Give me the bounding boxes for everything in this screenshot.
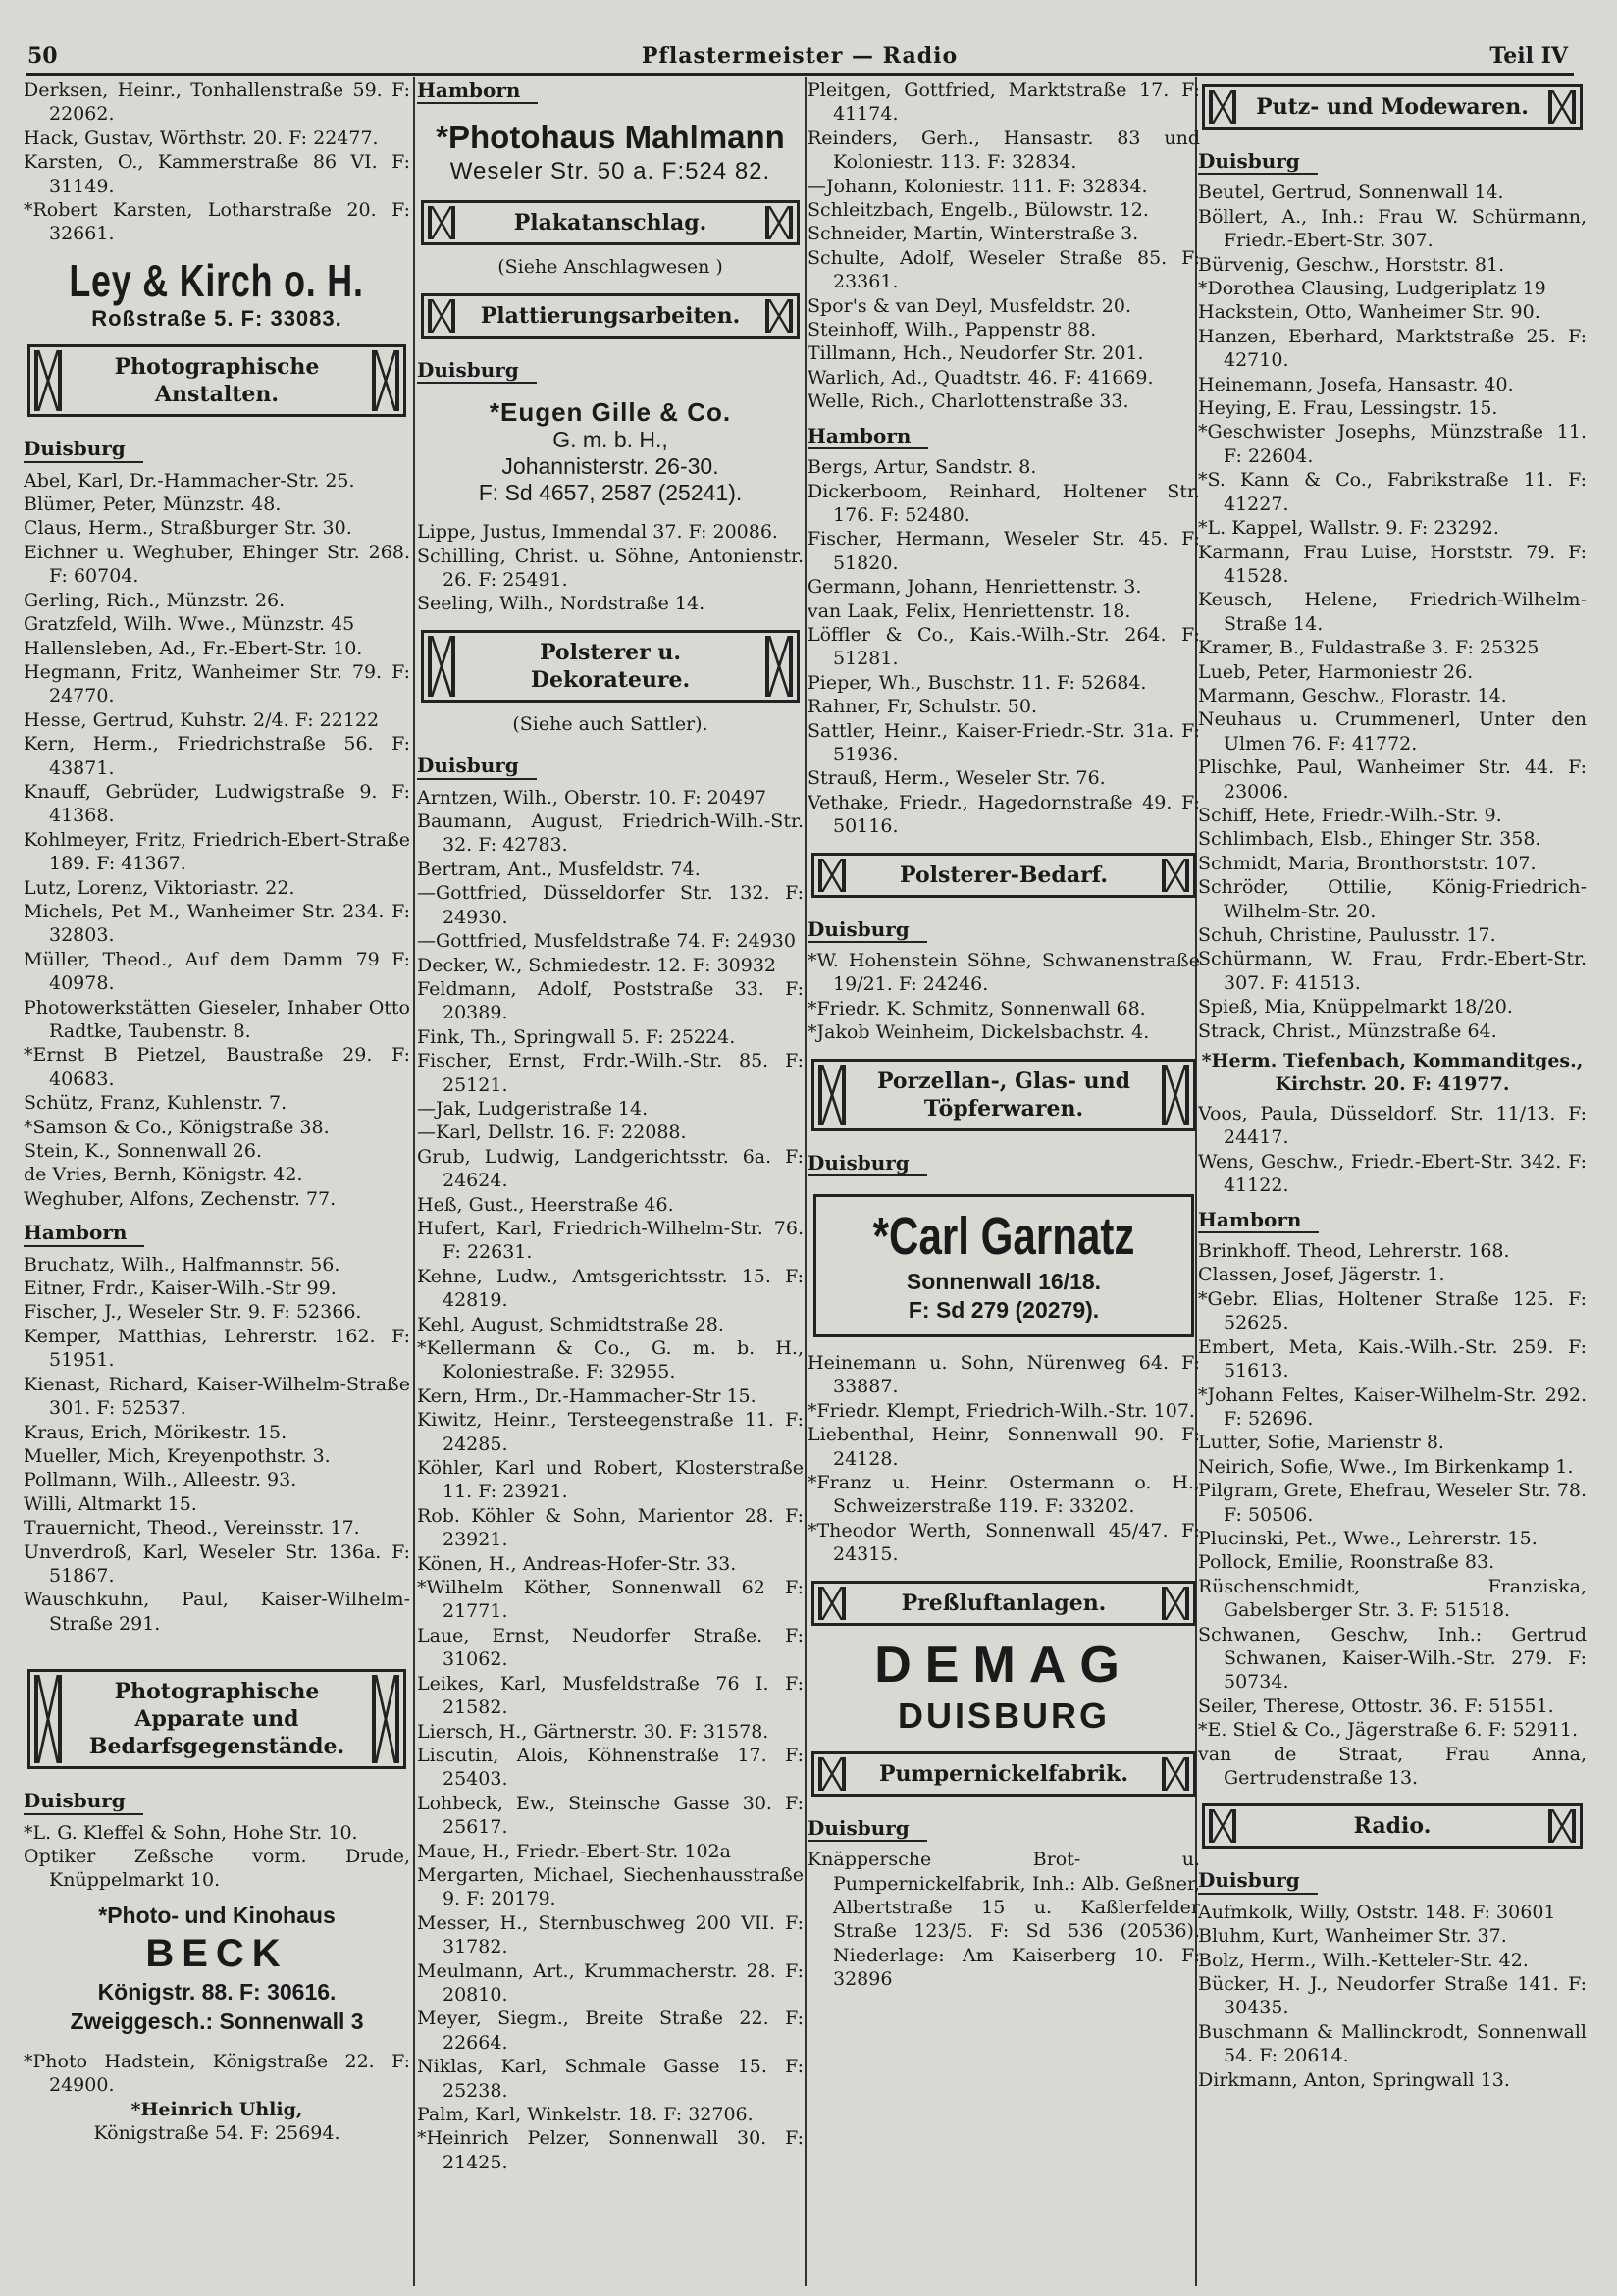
advert-eugen-gille [417,397,804,506]
directory-entry: Decker, W., Schmiedestr. 12. F: 30932 [417,954,777,976]
city-heading: Duisburg [24,437,143,462]
directory-entry: Warlich, Ad., Quadtstr. 46. F: 41669. [808,366,1154,389]
entry-list [24,1253,410,1637]
running-title: Pflastermeister — Radio [641,43,959,69]
directory-entry: *Heinrich Pelzer, Sonnenwall 30. F: 21425. [417,2127,804,2173]
directory-entry: Schulte, Adolf, Weseler Straße 85. F: 23361. [808,246,1200,293]
directory-entry: Wauschkuhn, Paul, Kaiser-Wilhelm-Straße 291. [24,1589,410,1635]
directory-entry: Rahner, Fr, Schulstr. 50. [808,696,1038,718]
advert-tiefenbach [1198,1049,1587,1096]
city-heading: Duisburg [1198,1868,1318,1894]
column-rule [413,77,415,2286]
directory-entry: Stein, K., Sonnenwall 26. [24,1140,263,1163]
directory-entry: *Friedr. Klempt, Friedrich-Wilh.-Str. 107. [808,1399,1195,1422]
directory-entry: Blümer, Peter, Münzstr. 48. [24,494,282,516]
directory-entry: Arntzen, Wilh., Oberstr. 10. F: 20497 [417,786,767,809]
directory-entry: *Geschwister Josephs, Münzstraße 11. F: 22604. [1198,421,1587,467]
directory-entry: Mueller, Mich, Kreyenpothstr. 3. [24,1444,331,1467]
advert-name: DEMAG [874,1636,1133,1694]
entry-list [808,1848,1200,1991]
directory-entry: Kern, Herm., Friedrichstraße 56. F: 43871. [24,733,410,779]
directory-entry: *Robert Karsten, Lotharstraße 20. F: 32661. [24,199,410,245]
directory-entry: Niklas, Karl, Schmale Gasse 15. F: 25238. [417,2056,804,2102]
directory-entry: —Johann, Koloniestr. 111. F: 32834. [808,175,1148,197]
advert-name: Ley & Kirch o. H. [69,254,365,306]
directory-entry: Pleitgen, Gottfried, Marktstraße 17. F: 41174. [808,79,1200,126]
directory-entry: Classen, Josef, Jägerstr. 1. [1198,1264,1445,1286]
directory-entry: Trauernicht, Theod., Vereinsstr. 17. [24,1517,360,1539]
entry-list [417,786,804,2175]
directory-entry: Kraus, Erich, Mörikestr. 15. [24,1421,287,1443]
advert-address: Weseler Str. 50 a. F:524 82. [449,158,771,185]
directory-entry: Müller, Theod., Auf dem Damm 79 F: 40978. [24,948,410,995]
directory-entry: Kramer, B., Fuldastraße 3. F: 25325 [1198,637,1539,659]
city-heading: Duisburg [417,754,537,779]
directory-entry: Knäppersche Brot- u. Pumpernickelfabrik, Inh.: Alb. Geßner, Albertstraße 15 u. Kaßlerfelder Straße 123/5. F: Sd 536 (20536). Niederlage: Am Kaiserberg 10. F: 32896 [808,1849,1200,1991]
directory-entry: Strack, Christ., Münzstraße 64. [1198,1019,1497,1042]
entry-uhlig [24,2098,410,2146]
entry-line: *Heinrich Uhlig, [130,2098,303,2120]
section-heading-photographische-apparate: Photographische Apparate und Bedarfsgegenstände. [27,1669,406,1769]
advert-line: G. m. b. H., [552,427,668,453]
advert-line: F: Sd 279 (20279). [908,1297,1100,1324]
entry-list [1198,1102,1587,1198]
directory-entry: Dickerboom, Reinhard, Holtener Str. 176. F: 52480. [808,480,1200,526]
directory-entry: Wens, Geschw., Friedr.-Ebert-Str. 342. F: 41122. [1198,1150,1587,1197]
directory-entry: Pieper, Wh., Buschstr. 11. F: 52684. [808,671,1147,694]
entry-list [808,455,1200,839]
directory-entry: Bluhm, Kurt, Wanheimer Str. 37. [1198,1925,1507,1948]
city-heading: Hamborn [417,78,538,104]
directory-entry: Tillmann, Hch., Neudorfer Str. 201. [808,342,1144,365]
directory-entry: Derksen, Heinr., Tonhallenstraße 59. F: 22062. [24,79,410,126]
directory-entry: Bruchatz, Wilh., Halfmannstr. 56. [24,1253,340,1276]
directory-entry: *Franz u. Heinr. Ostermann o. H., Schweizerstraße 119. F: 33202. [808,1472,1200,1518]
directory-entry: Steinhoff, Wilh., Pappenstr 88. [808,319,1097,341]
directory-entry: Löffler & Co., Kais.-Wilh.-Str. 264. F: 51281. [808,623,1200,670]
directory-entry: Fischer, J., Weseler Str. 9. F: 52366. [24,1301,362,1324]
advert-name: *Photohaus Mahlmann [436,119,785,156]
page-header [26,43,1574,76]
directory-entry: Pollmann, Wilh., Alleestr. 93. [24,1469,297,1491]
directory-entry: Fischer, Hermann, Weseler Str. 45. F: 51820. [808,528,1200,574]
directory-entry: Abel, Karl, Dr.-Hammacher-Str. 25. [24,469,355,492]
directory-entry: van Laak, Felix, Henriettenstr. 18. [808,600,1131,622]
directory-entry: Liscutin, Alois, Köhnenstraße 17. F: 25403. [417,1744,804,1791]
directory-entry: Schmidt, Maria, Bronthorststr. 107. [1198,852,1537,874]
city-heading: Duisburg [808,1816,927,1842]
directory-entry: Heinemann u. Sohn, Nürenweg 64. F: 33887. [808,1352,1200,1398]
directory-entry: *E. Stiel & Co., Jägerstraße 6. F: 52911. [1198,1719,1579,1742]
directory-entry: de Vries, Bernh, Königstr. 42. [24,1164,303,1186]
directory-entry: Welle, Rich., Charlottenstraße 33. [808,391,1129,413]
directory-entry: Karmann, Frau Luise, Horststr. 79. F: 41528. [1198,541,1587,587]
advert-line: Johannisterstr. 26-30. [501,453,719,480]
directory-entry: Baumann, August, Friedrich-Wilh.-Str. 32. F: 42783. [417,810,804,857]
directory-entry: —Gottfried, Düsseldorfer Str. 132. F: 24930. [417,882,804,928]
advert-line: DUISBURG [897,1695,1110,1736]
directory-entry: Schürmann, W. Frau, Frdr.-Ebert-Str. 307. F: 41513. [1198,948,1587,994]
directory-entry: Marmann, Geschw., Florastr. 14. [1198,684,1507,706]
directory-entry: *Samson & Co., Königstraße 38. [24,1116,330,1138]
advert-carl-garnatz [813,1194,1194,1337]
directory-entry: Bolz, Herm., Wilh.-Ketteler-Str. 42. [1198,1949,1529,1971]
directory-entry: Kiwitz, Heinr., Tersteegenstraße 11. F: 24285. [417,1409,804,1455]
directory-entry: Reinders, Gerh., Hansastr. 83 und Koloniestr. 113. F: 32834. [808,127,1200,174]
directory-entry: Rob. Köhler & Sohn, Marientor 28. F: 23921. [417,1504,804,1551]
city-heading: Duisburg [417,358,537,384]
directory-entry: Heying, E. Frau, Lessingstr. 15. [1198,397,1498,420]
directory-entry: Plucinski, Pet., Wwe., Lehrerstr. 15. [1198,1527,1538,1549]
directory-entry: Schlimbach, Elsb., Ehinger Str. 358. [1198,828,1541,851]
advert-address: Roßstraße 5. F: 33083. [91,305,342,331]
directory-entry: Schütz, Franz, Kuhlenstr. 7. [24,1092,287,1115]
directory-entry: van de Straat, Frau Anna, Gertrudenstraße 13. [1198,1743,1587,1789]
advert-line: Kirchstr. 20. F: 41977. [1275,1073,1510,1096]
directory-entry: Schwanen, Geschw, Inh.: Gertrud Schwanen, Kaiser-Wilh.-Str. 279. F: 50734. [1198,1623,1587,1694]
entry-list [808,78,1200,414]
directory-entry: Schuh, Christine, Paulusstr. 17. [1198,924,1496,946]
entry-list [1198,1239,1587,1790]
directory-entry: Dirkmann, Anton, Springwall 13. [1198,2068,1510,2091]
directory-entry: Hegmann, Fritz, Wanheimer Str. 79. F: 24770. [24,660,410,707]
city-heading: Hamborn [1198,1208,1319,1233]
directory-entry: —Karl, Dellstr. 16. F: 22088. [417,1122,687,1144]
directory-entry: *Theodor Werth, Sonnenwall 45/47. F: 24315. [808,1519,1200,1566]
directory-entry: *W. Hohenstein Söhne, Schwanenstraße 19/21. F: 24246. [808,950,1200,996]
advert-beck [24,1901,410,2036]
directory-entry: Fischer, Ernst, Frdr.-Wilh.-Str. 85. F: 25121. [417,1050,804,1096]
entry-list [24,78,410,246]
section-heading-porzellan: Porzellan-, Glas- und Töpferwaren. [811,1059,1196,1131]
directory-entry: *Friedr. K. Schmitz, Sonnenwall 68. [808,997,1146,1019]
directory-entry: Schiff, Hete, Friedr.-Wilh.-Str. 9. [1198,804,1502,826]
section-heading-photographische-anstalten: Photographische Anstalten. [27,344,406,417]
entry-list [1198,1901,1587,2092]
directory-entry: Kern, Hrm., Dr.-Hammacher-Str 15. [417,1384,756,1407]
directory-entry: Rüschenschmidt, Franziska, Gabelsberger Str. 3. F: 51518. [1198,1575,1587,1622]
directory-entry: Mergarten, Michael, Siechenhausstraße 9. F: 20179. [417,1863,804,1910]
directory-entry: Karsten, O., Kammerstraße 86 VI. F: 31149. [24,151,410,197]
advert-line: Königstr. 88. F: 30616. [97,1978,337,2005]
advert-line: Sonnenwall 16/18. [906,1269,1102,1295]
advert-ley-kirch [24,254,410,331]
entry-list [1198,181,1587,1043]
directory-entry: *L. G. Kleffel & Sohn, Hohe Str. 10. [24,1821,358,1844]
directory-entry: Optiker Zeßsche vorm. Drude, Knüppelmarkt 10. [24,1845,410,1892]
city-heading: Duisburg [1198,149,1318,175]
column-2 [417,78,804,2286]
directory-entry: Spor's & van Deyl, Musfeldstr. 20. [808,294,1132,317]
directory-entry: Laue, Ernst, Neudorfer Straße. F: 31062. [417,1624,804,1671]
directory-entry: *Johann Feltes, Kaiser-Wilhelm-Str. 292. F: 52696. [1198,1383,1587,1430]
directory-entry: Vethake, Friedr., Hagedornstraße 49. F: 50116. [808,791,1200,838]
advert-photohaus-mahlmann [417,118,804,186]
directory-entry: Hackstein, Otto, Wanheimer Str. 90. [1198,301,1540,324]
column-3 [808,78,1200,2286]
directory-entry: Bertram, Ant., Musfeldstr. 74. [417,858,701,880]
directory-entry: Maue, H., Friedr.-Ebert-Str. 102a [417,1840,731,1862]
directory-entry: Embert, Meta, Kais.-Wilh.-Str. 259. F: 51613. [1198,1335,1587,1383]
directory-entry: Weghuber, Alfons, Zechenstr. 77. [24,1187,337,1210]
section-heading-plakatanschlag: Plakatanschlag. [421,200,800,245]
advert-line: F: Sd 4657, 2587 (25241). [478,480,743,506]
directory-entry: Neirich, Sofie, Wwe., Im Birkenkamp 1. [1198,1455,1574,1478]
directory-entry: Köhler, Karl und Robert, Klosterstraße 11. F: 23921. [417,1457,804,1503]
directory-entry: Neuhaus u. Crummenerl, Unter den Ulmen 76. F: 41772. [1198,708,1587,755]
directory-entry: *Wilhelm Köther, Sonnenwall 62 F: 21771. [417,1577,804,1623]
column-rule [805,77,807,2286]
city-heading: Duisburg [808,1151,927,1176]
directory-entry: Palm, Karl, Winkelstr. 18. F: 32706. [417,2104,754,2125]
cross-reference-note: (Siehe auch Sattler). [512,712,708,735]
directory-entry: Meulmann, Art., Krummacherstr. 28. F: 20810. [417,1959,804,2006]
directory-entry: Beutel, Gertrud, Sonnenwall 14. [1198,182,1504,204]
directory-entry: *Kellermann & Co., G. m. b. H., Koloniestraße. F: 32955. [417,1337,804,1383]
directory-entry: *Jakob Weinheim, Dickelsbachstr. 4. [808,1021,1150,1044]
part-label: Teil IV [1489,43,1568,69]
column-4 [1198,78,1587,2286]
entry-list [24,469,410,1212]
directory-entry: Strauß, Herm., Weseler Str. 76. [808,767,1106,790]
section-heading-putz-modewaren: Putz- und Modewaren. [1202,84,1583,130]
directory-entry: Grub, Ludwig, Landgerichtsstr. 6a. F: 24624. [417,1145,804,1192]
directory-entry: Schröder, Ottilie, König-Friedrich-Wilhelm-Str. 20. [1198,876,1587,922]
directory-entry: *Ernst B Pietzel, Baustraße 29. F: 40683. [24,1044,410,1090]
advert-line: Zweiggesch.: Sonnenwall 3 [70,2008,364,2034]
directory-entry: Messer, H., Sternbuschweg 200 VII. F: 31782. [417,1911,804,1958]
directory-entry: Knauff, Gebrüder, Ludwigstraße 9. F: 41368. [24,780,410,827]
advert-name: BECK [145,1931,288,1975]
directory-entry: *Dorothea Clausing, Ludgeriplatz 19 [1198,278,1546,300]
entry-list [24,2050,410,2098]
directory-entry: Aufmkolk, Willy, Oststr. 148. F: 30601 [1198,1901,1556,1923]
directory-entry: Schneider, Martin, Winterstraße 3. [808,223,1139,245]
entry-list [417,520,804,616]
directory-entry: Lippe, Justus, Immendal 37. F: 20086. [417,521,778,544]
directory-entry: Kienast, Richard, Kaiser-Wilhelm-Straße 301. F: 52537. [24,1373,410,1420]
directory-entry: Lueb, Peter, Harmoniestr 26. [1198,660,1474,683]
advert-name: *Herm. Tiefenbach, Kommanditges., [1201,1050,1584,1072]
advert-line: *Photo- und Kinohaus [98,1902,336,1928]
directory-entry: Pollock, Emilie, Roonstraße 83. [1198,1551,1495,1574]
directory-entry: Kehne, Ludw., Amtsgerichtsstr. 15. F: 42819. [417,1265,804,1312]
section-heading-polsterer: Polsterer u. Dekorateure. [421,630,800,703]
directory-entry: Eitner, Frdr., Kaiser-Wilh.-Str 99. [24,1278,337,1300]
directory-entry: Kehl, August, Schmidtstraße 28. [417,1313,724,1335]
directory-entry: Sattler, Heinr., Kaiser-Friedr.-Str. 31a. F: 51936. [808,719,1200,765]
directory-entry: Hack, Gustav, Wörthstr. 20. F: 22477. [24,127,379,149]
directory-entry: Hufert, Karl, Friedrich-Wilhelm-Str. 76. F: 22631. [417,1217,804,1264]
directory-entry: Lutter, Sofie, Marienstr 8. [1198,1432,1444,1454]
directory-entry: Keusch, Helene, Friedrich-Wilhelm-Straße 14. [1198,589,1587,635]
section-heading-pumpernickelfabrik: Pumpernickelfabrik. [811,1751,1196,1797]
city-heading: Duisburg [808,917,927,943]
directory-entry: Hallensleben, Ad., Fr.-Ebert-Str. 10. [24,637,363,659]
entry-list [24,1821,410,1893]
directory-entry: Bücker, H. J., Neudorfer Straße 141. F: 30435. [1198,1973,1587,2019]
directory-entry: Gratzfeld, Wilh. Wwe., Münzstr. 45 [24,613,355,636]
directory-entry: Photowerkstätten Gieseler, Inhaber Otto Radtke, Taubenstr. 8. [24,996,410,1042]
directory-entry: *Photo Hadstein, Königstraße 22. F: 24900. [24,2050,410,2097]
city-heading: Hamborn [24,1221,144,1246]
directory-entry: Willi, Altmarkt 15. [24,1492,197,1515]
directory-entry: *S. Kann & Co., Fabrikstraße 11. F: 41227. [1198,469,1587,515]
directory-entry: Könen, H., Andreas-Hofer-Str. 33. [417,1552,737,1575]
directory-entry: Kohlmeyer, Fritz, Friedrich-Ebert-Straße 189. F: 41367. [24,828,410,875]
section-heading-polsterer-bedarf: Polsterer-Bedarf. [811,853,1196,898]
directory-entry: *Gebr. Elias, Holtener Straße 125. F: 52625. [1198,1287,1587,1334]
section-heading-radio: Radio. [1202,1803,1583,1849]
directory-entry: Voos, Paula, Düsseldorf. Str. 11/13. F: 24417. [1198,1103,1587,1149]
directory-entry: Eichner u. Weghuber, Ehinger Str. 268. F: 60704. [24,541,410,588]
directory-entry: Buschmann & Mallinckrodt, Sonnenwall 54. F: 20614. [1198,2020,1587,2067]
directory-entry: Brinkhoff. Theod, Lehrerstr. 168. [1198,1240,1510,1263]
page-number: 50 [27,43,58,69]
directory-entry: Lutz, Lorenz, Viktoriastr. 22. [24,876,295,899]
directory-entry: Pilgram, Grete, Ehefrau, Weseler Str. 78. F: 50506. [1198,1480,1587,1526]
directory-entry: Schleitzbach, Engelb., Bülowstr. 12. [808,199,1149,222]
directory-entry: Spieß, Mia, Knüppelmarkt 18/20. [1198,996,1513,1018]
directory-entry: —Gottfried, Musfeldstraße 74. F: 24930 [417,930,796,953]
directory-entry: Gerling, Rich., Münzstr. 26. [24,589,286,611]
directory-entry: Lohbeck, Ew., Steinsche Gasse 30. F: 25617. [417,1792,804,1839]
directory-entry: *L. Kappel, Wallstr. 9. F: 23292. [1198,517,1499,540]
advert-demag [808,1636,1200,1738]
directory-entry: Bergs, Artur, Sandstr. 8. [808,456,1037,479]
entry-line: Königstraße 54. F: 25694. [93,2122,340,2144]
entry-list [808,949,1200,1045]
column-1 [24,78,410,2286]
directory-entry: Plischke, Paul, Wanheimer Str. 44. F: 23006. [1198,757,1587,803]
section-heading-pressluftanlagen: Preßluftanlagen. [811,1581,1196,1626]
directory-entry: Meyer, Siegm., Breite Straße 22. F: 22664. [417,2008,804,2054]
directory-entry: Unverdroß, Karl, Weseler Str. 136a. F: 51867. [24,1540,410,1587]
entry-list [808,1351,1200,1567]
directory-entry: Liebenthal, Heinr, Sonnenwall 90. F: 24128. [808,1424,1200,1470]
directory-entry: Heinemann, Josefa, Hansastr. 40. [1198,373,1514,395]
directory-entry: Kemper, Matthias, Lehrerstr. 162. F: 51951. [24,1325,410,1372]
directory-entry: Heß, Gust., Heerstraße 46. [417,1193,674,1216]
section-heading-plattierungsarbeiten: Plattierungsarbeiten. [421,293,800,339]
directory-entry: —Jak, Ludgeristraße 14. [417,1097,649,1120]
directory-entry: Schilling, Christ. u. Söhne, Antonienstr. 26. F: 25491. [417,545,804,592]
directory-entry: Bürvenig, Geschw., Horststr. 81. [1198,253,1505,276]
directory-entry: Germann, Johann, Henriettenstr. 3. [808,576,1142,599]
advert-name: *Eugen Gille & Co. [489,397,732,428]
directory-entry: Leikes, Karl, Musfeldstraße 76 I. F: 21582. [417,1672,804,1719]
directory-entry: Fink, Th., Springwall 5. F: 25224. [417,1025,736,1048]
directory-entry: Böllert, A., Inh.: Frau W. Schürmann, Friedr.-Ebert-Str. 307. [1198,205,1587,252]
directory-entry: Seeling, Wilh., Nordstraße 14. [417,593,705,615]
directory-entry: Liersch, H., Gärtnerstr. 30. F: 31578. [417,1720,769,1743]
advert-name: *Carl Garnatz [872,1207,1135,1267]
directory-entry: Claus, Herm., Straßburger Str. 30. [24,517,352,540]
directory-entry: Hanzen, Eberhard, Marktstraße 25. F: 42710. [1198,325,1587,372]
city-heading: Duisburg [24,1789,143,1814]
directory-entry: Hesse, Gertrud, Kuhstr. 2/4. F: 22122 [24,708,380,731]
directory-entry: Feldmann, Adolf, Poststraße 33. F: 20389. [417,977,804,1024]
directory-entry: Seiler, Therese, Ottostr. 36. F: 51551. [1198,1695,1554,1717]
city-heading: Hamborn [808,424,928,449]
directory-entry: Michels, Pet M., Wanheimer Str. 234. F: 32803. [24,900,410,947]
cross-reference-note: (Siehe Anschlagwesen ) [497,256,723,279]
